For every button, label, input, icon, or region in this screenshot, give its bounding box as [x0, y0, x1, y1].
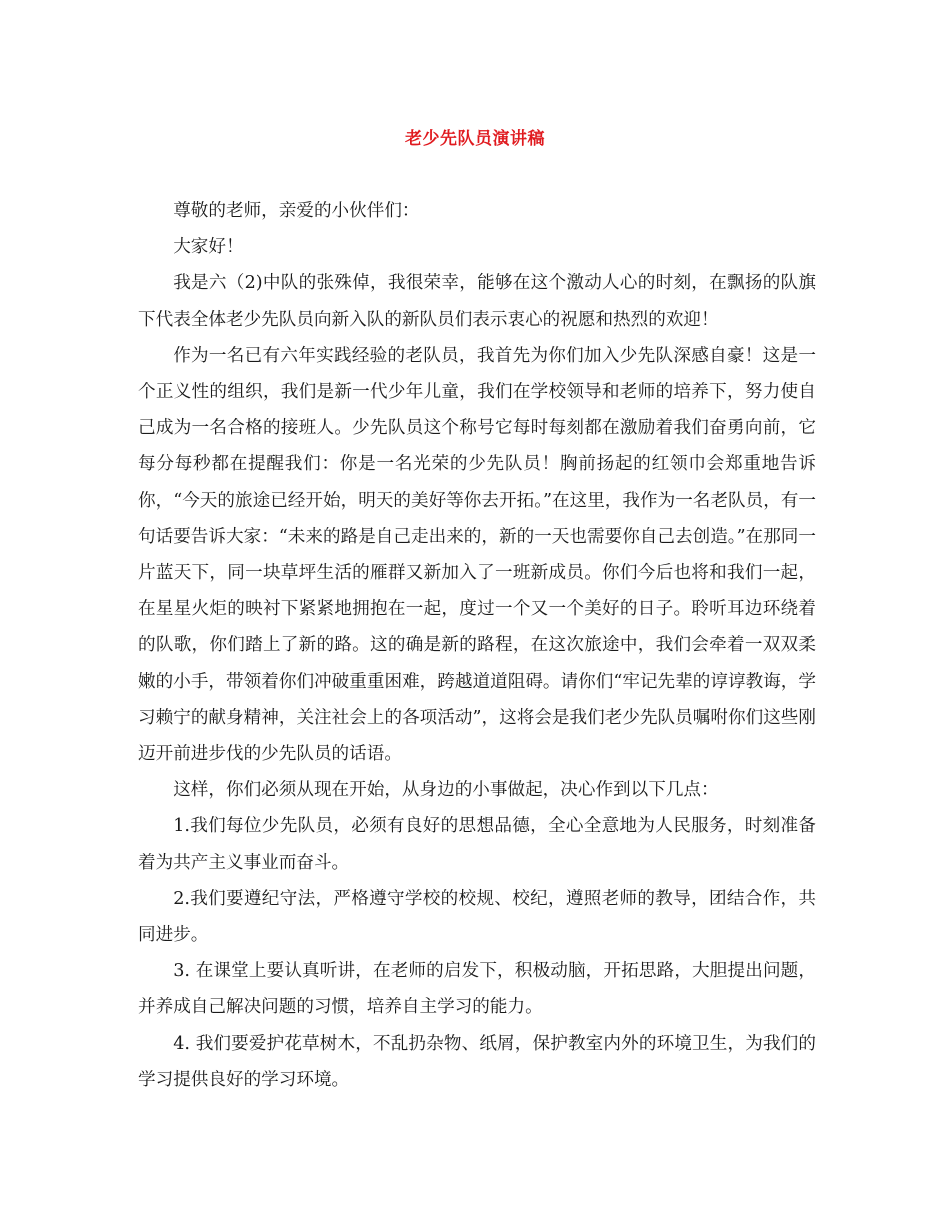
- hello-paragraph: 大家好！: [173, 237, 244, 258]
- main-paragraph: 作为一名已有六年实践经验的老队员，我首先为你们加入少先队深感自豪！这是一个正义性的组织，我们是新一代少年儿童，我们在学校领导和老师的培养下，努力使自己成为一名合格的接班人。少先队员这个称号它每时每刻都在激励着我们奋勇向前，它每分每秒都在提醒我们：你是一名光荣的少先队员！胸前扬起的红领巾会郑重地告诉你，“今天的旅途已经开始，明天的美好等你去开拓。”在这里，我作为一名老队员，有一句话要告诉大家：“未来的路是自己走出来的，新的一天也需要你自己去创造。”在那同一片蓝天下，同一块草坪生活的雁群又新加入了一班新成员。你们今后也将和我们一起，在星星火炬的映衬下紧紧地拥抱在一起，度过一个又一个美好的日子。聆听耳边环绕着的队歌，你们踏上了新的路。这的确是新的路程，在这次旅途中，我们会牵着一双双柔嫩的小手，带领着你们冲破重重困难，跨越道道阻碍。请你们“牢记先辈的谆谆教诲，学习赖宁的献身精神，关注社会上的各项活动”，这将会是我们老少先队员嘱咐你们这些刚迈开前进步伐的少先队员的话语。: [138, 345, 816, 765]
- point-1-paragraph: 1.我们每位少先队员，必须有良好的思想品德，全心全意地为人民服务，时刻准备着为共产主义事业而奋斗。: [138, 816, 816, 873]
- document-body: [138, 193, 816, 1098]
- intro-paragraph: 我是六（2)中队的张殊倬，我很荣幸，能够在这个激动人心的时刻，在飘扬的队旗下代表全体老少先队员向新入队的新队员们表示衷心的祝愿和热烈的欢迎！: [138, 273, 816, 330]
- document-title: 老少先队员演讲稿: [405, 129, 545, 149]
- greeting-paragraph: 尊敬的老师，亲爱的小伙伴们：: [173, 201, 420, 221]
- point-3-paragraph: 3. 在课堂上要认真听讲，在老师的启发下，积极动脑，开拓思路，大胆提出问题，并养成自己解决问题的习惯，培养自主学习的能力。: [138, 961, 816, 1018]
- points-intro-paragraph: 这样，你们必须从现在开始，从身边的小事做起，决心作到以下几点：: [173, 780, 719, 801]
- point-2-paragraph: 2.我们要遵纪守法，严格遵守学校的校规、校纪，遵照老师的教导，团结合作，共同进步。: [138, 888, 816, 946]
- point-4-paragraph: 4. 我们要爱护花草树木，不乱扔杂物、纸屑，保护教室内外的环境卫生，为我们的学习提供良好的学习环境。: [138, 1033, 816, 1090]
